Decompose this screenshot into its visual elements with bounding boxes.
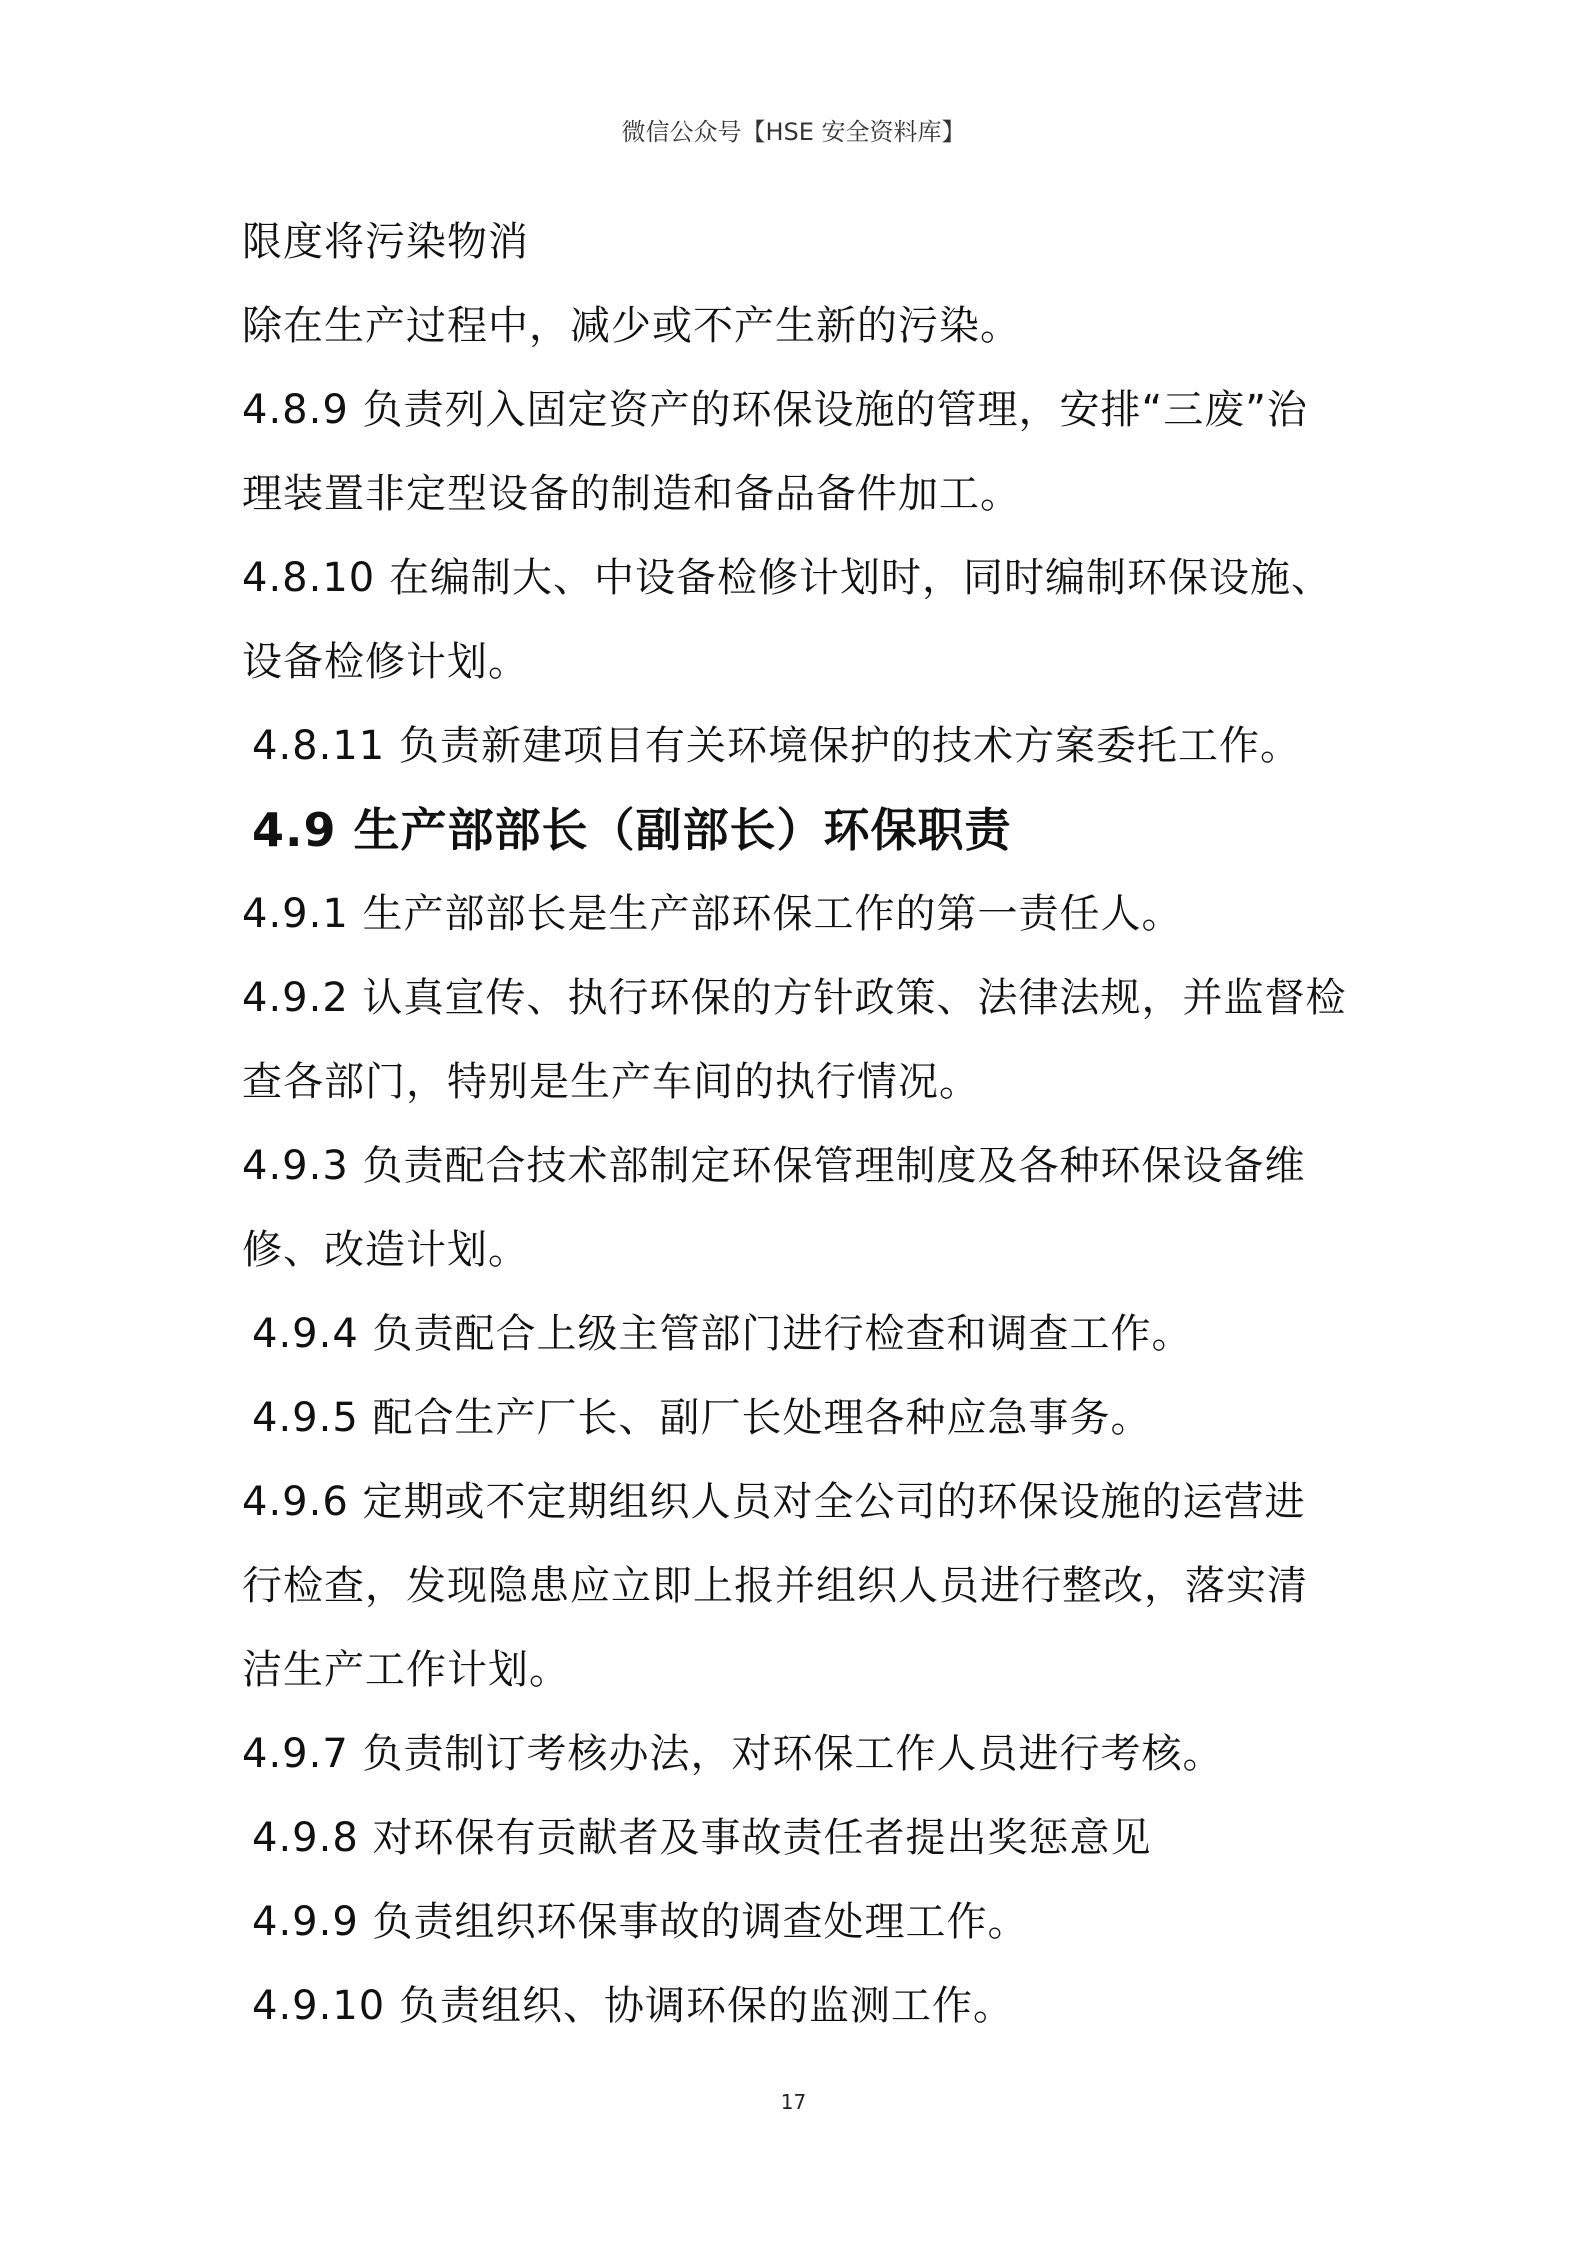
clause-4-9-9: 4.9.9 负责组织环保事故的调查处理工作。: [252, 1899, 1029, 1945]
clause-4-8-9: 4.8.9 负责列入固定资产的环保设施的管理，安排“三废”治: [242, 387, 1308, 433]
clause-4-8-11: 4.8.11 负责新建项目有关环境保护的技术方案委托工作。: [252, 723, 1301, 769]
text-line: 修、改造计划。: [242, 1227, 529, 1273]
text-line: 理装置非定型设备的制造和备品备件加工。: [242, 471, 1021, 517]
page-header: 微信公众号【HSE 安全资料库】: [621, 118, 966, 146]
text-line: 洁生产工作计划。: [242, 1647, 570, 1693]
text-line: 除在生产过程中，减少或不产生新的污染。: [242, 303, 1021, 349]
clause-4-9-7: 4.9.7 负责制订考核办法，对环保工作人员进行考核。: [242, 1731, 1224, 1777]
clause-4-9-2: 4.9.2 认真宣传、执行环保的方针政策、法律法规，并监督检: [242, 975, 1347, 1021]
section-heading-4-9: 4.9 生产部部长（副部长）环保职责: [252, 803, 1012, 857]
clause-4-9-1: 4.9.1 生产部部长是生产部环保工作的第一责任人。: [242, 891, 1183, 937]
text-line: 限度将污染物消: [242, 219, 529, 265]
document-body: [242, 200, 1362, 2048]
clause-4-9-5: 4.9.5 配合生产厂长、副厂长处理各种应急事务。: [252, 1395, 1152, 1441]
clause-4-9-4: 4.9.4 负责配合上级主管部门进行检查和调查工作。: [252, 1311, 1193, 1357]
page-number: 17: [780, 2090, 807, 2114]
clause-4-9-3: 4.9.3 负责配合技术部制定环保管理制度及各种环保设备维: [242, 1143, 1306, 1189]
text-line: 设备检修计划。: [242, 639, 529, 685]
text-line: 查各部门，特别是生产车间的执行情况。: [242, 1059, 980, 1105]
clause-4-8-10: 4.8.10 在编制大、中设备检修计划时，同时编制环保设施、: [242, 555, 1332, 601]
clause-4-9-8: 4.9.8 对环保有贡献者及事故责任者提出奖惩意见: [252, 1815, 1152, 1861]
clause-4-9-10: 4.9.10 负责组织、协调环保的监测工作。: [252, 1983, 1014, 2029]
clause-4-9-6: 4.9.6 定期或不定期组织人员对全公司的环保设施的运营进: [242, 1479, 1306, 1525]
text-line: 行检查，发现隐患应立即上报并组织人员进行整改，落实清: [242, 1563, 1308, 1609]
